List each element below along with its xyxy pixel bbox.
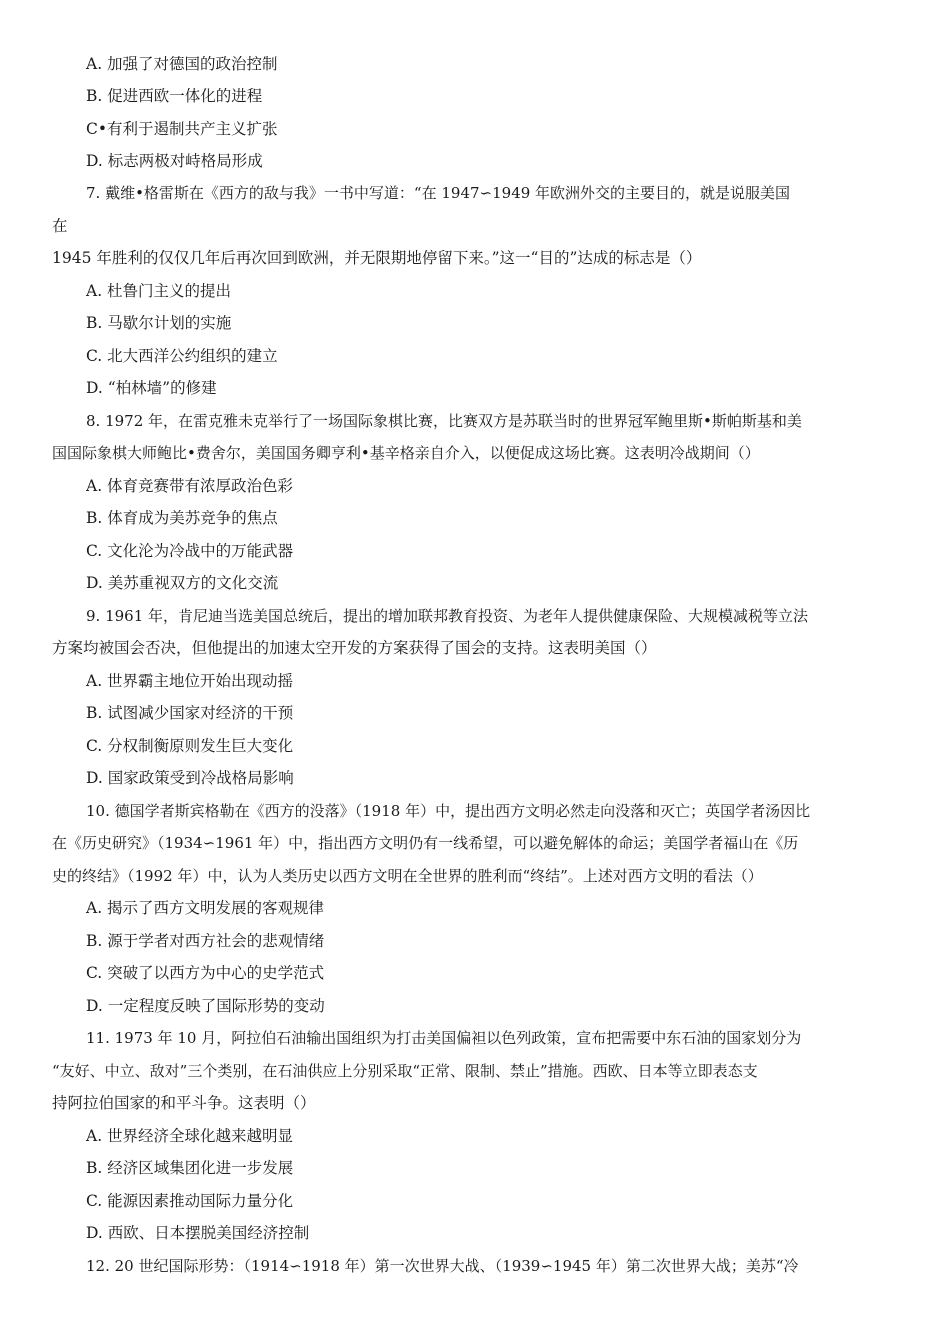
q10-stem-line-1: 10. 德国学者斯宾格勒在《西方的没落》（1918 年）中，提出西方文明必然走向没落和灭亡；英国学者汤因比 — [86, 802, 811, 820]
q11-stem-line-2: “友好、中立、敌对”三个类别，在石油供应上分别采取“正常、限制、禁止”措施。西欧、日本等立即表态支 — [52, 1062, 758, 1080]
q11-stem-line-3: 持阿拉伯国家的和平斗争。这表明（） — [52, 1094, 316, 1112]
q10-stem-line-2: 在《历史研究》（1934∽1961 年）中，指出西方文明仍有一线希望，可以避免解体的命运；美国学者福山在《历 — [52, 834, 799, 852]
q7-option-a: A. 杜鲁门主义的提出 — [86, 282, 232, 300]
q9-option-c: C. 分权制衡原则发生巨大变化 — [86, 737, 294, 755]
q7-stem-line-1: 7. 戴维•格雷斯在《西方的敌与我》一书中写道：“在 1947∽1949 年欧洲外交的主要目的，就是说服美国 — [86, 184, 791, 202]
q11-option-c: C. 能源因素推动国际力量分化 — [86, 1192, 294, 1210]
q12-stem-line-1: 12. 20 世纪国际形势：（1914∽1918 年）第一次世界大战、（1939∽1945 年）第二次世界大战；美苏“冷 — [86, 1257, 799, 1275]
q6-option-b: B. 促进西欧一体化的进程 — [86, 87, 263, 105]
q11-option-b: B. 经济区域集团化进一步发展 — [86, 1159, 294, 1177]
q8-stem-line-1: 8. 1972 年，在雷克雅未克举行了一场国际象棋比赛，比赛双方是苏联当时的世界冠军鲍里斯•斯帕斯基和美 — [86, 412, 802, 430]
q6-option-d: D. 标志两极对峙格局形成 — [86, 152, 263, 170]
q9-stem-line-2: 方案均被国会否决，但他提出的加速太空开发的方案获得了国会的支持。这表明美国（） — [52, 639, 657, 657]
q11-option-d: D. 西欧、日本摆脱美国经济控制 — [86, 1224, 310, 1242]
q9-option-d: D. 国家政策受到冷战格局影响 — [86, 769, 294, 787]
q8-option-a: A. 体育竞赛带有浓厚政治色彩 — [86, 477, 294, 495]
q11-stem-line-1: 11. 1973 年 10 月，阿拉伯石油输出国组织为打击美国偏袒以色列政策，宣布把需要中东石油的国家划分为 — [86, 1029, 802, 1047]
q6-option-a: A. 加强了对德国的政治控制 — [86, 55, 278, 73]
q8-stem-line-2: 国国际象棋大师鲍比•费舍尔，美国国务卿亨利•基辛格亲自介入，以便促成这场比赛。这表明冷战期间（） — [52, 444, 760, 462]
q7-stem-line-3: 1945 年胜利的仅仅几年后再次回到欧洲，并无限期地停留下来。”这一“目的”达成的标志是（） — [52, 249, 702, 267]
q8-option-c: C. 文化沦为冷战中的万能武器 — [86, 542, 294, 560]
q9-stem-line-1: 9. 1961 年，肯尼迪当选美国总统后，提出的增加联邦教育投资、为老年人提供健康保险、大规模减税等立法 — [86, 607, 809, 625]
q8-option-d: D. 美苏重视双方的文化交流 — [86, 574, 279, 592]
q7-stem-line-2: 在 — [52, 217, 68, 235]
q9-option-a: A. 世界霸主地位开始出现动摇 — [86, 672, 294, 690]
q10-option-b: B. 源于学者对西方社会的悲观情绪 — [86, 932, 325, 950]
q7-option-c: C. 北大西洋公约组织的建立 — [86, 347, 278, 365]
q7-option-d: D. “柏林墙”的修建 — [86, 379, 217, 397]
q10-option-d: D. 一定程度反映了国际形势的变动 — [86, 997, 325, 1015]
q7-option-b: B. 马歇尔计划的实施 — [86, 314, 232, 332]
q9-option-b: B. 试图减少国家对经济的干预 — [86, 704, 294, 722]
q10-option-c: C. 突破了以西方为中心的史学范式 — [86, 964, 325, 982]
q11-option-a: A. 世界经济全球化越来越明显 — [86, 1127, 294, 1145]
q6-option-c: C•有利于遏制共产主义扩张 — [86, 120, 278, 138]
q10-stem-line-3: 史的终结》（1992 年）中，认为人类历史以西方文明在全世界的胜利而“终结”。上述对西方文明的看法（） — [52, 867, 763, 885]
q8-option-b: B. 体育成为美苏竞争的焦点 — [86, 509, 278, 527]
q10-option-a: A. 揭示了西方文明发展的客观规律 — [86, 899, 325, 917]
